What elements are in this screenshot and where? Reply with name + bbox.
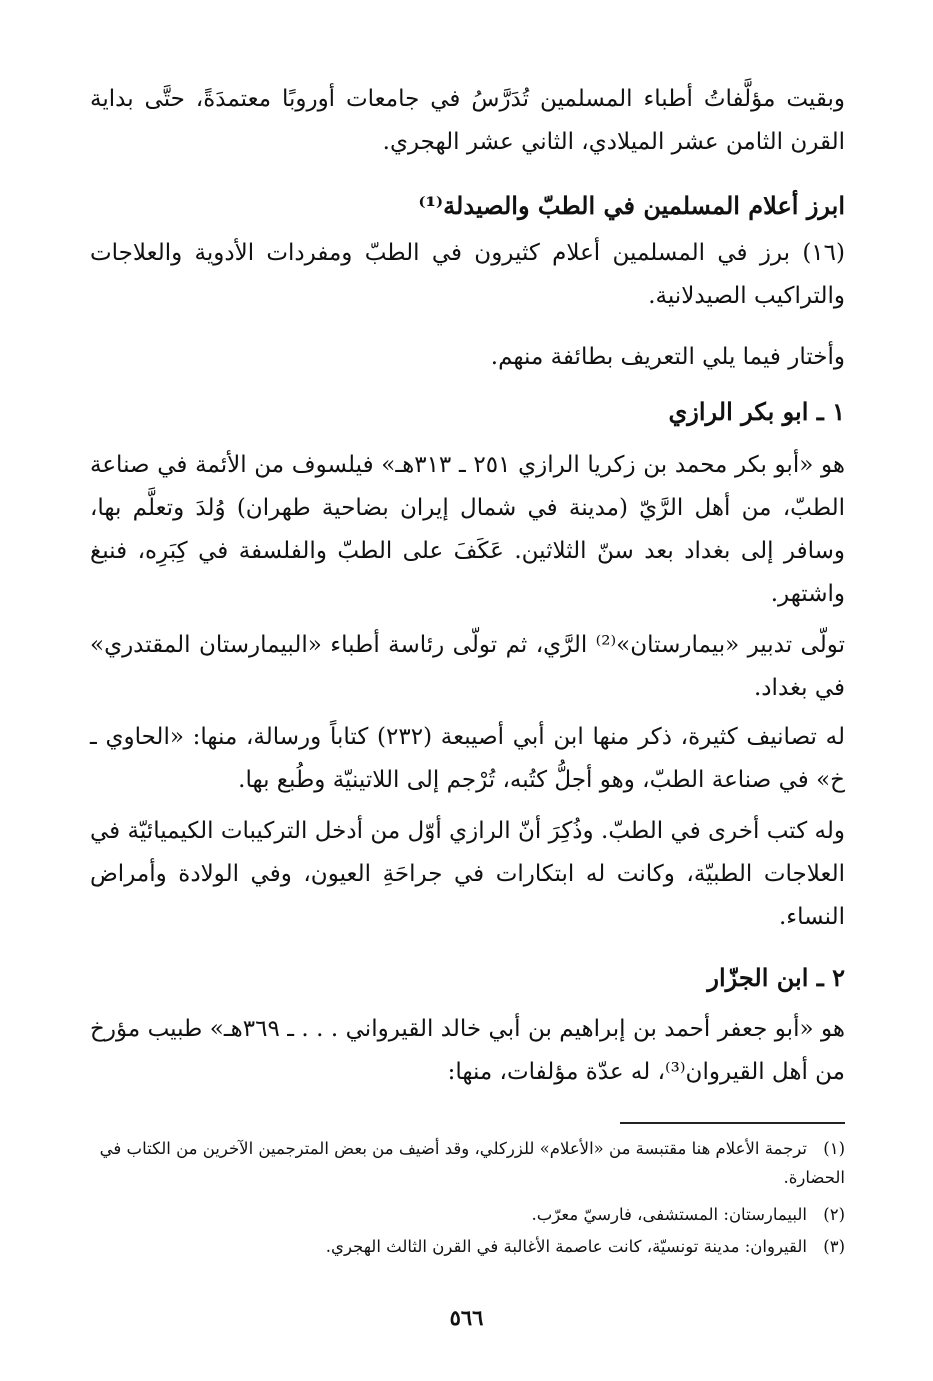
choose-paragraph: وأختار فيما يلي التعريف بطائفة منهم. — [490, 344, 845, 370]
jazzar-heading: ٢ ـ ابن الجزّار — [707, 963, 845, 992]
razi-paragraph-4: وله كتب أخرى في الطبّ. وذُكِرَ أنّ الرازي أوّل من أدخل التركيبات الكيميائيّة في العلاجات الطبيّة، وكانت له ابتكارات في جراحَةِ العيون، وفي الولادة وأمراض النساء. — [90, 818, 845, 930]
razi-paragraph-3: له تصانيف كثيرة، ذكر منها ابن أبي أصيبعة (٢٣٢) كتاباً ورسالة، منها: «الحاوي ـ خ» في صناعة الطبّ، وهو أجلُّ كتُبه، تُرْجم إلى اللاتينيّة وطُبع بها. — [90, 724, 845, 793]
footnote-divider — [620, 1122, 845, 1124]
footnote-number: (١) — [823, 1139, 845, 1158]
razi-heading: ١ ـ ابو بكر الرازي — [668, 397, 845, 426]
footnote-text: القيروان: مدينة تونسيّة، كانت عاصمة الأغالبة في القرن الثالث الهجري. — [325, 1237, 807, 1256]
footnote-2 — [90, 1200, 845, 1229]
footnote-text: البيمارستان: المستشفى، فارسيّ معرّب. — [531, 1205, 807, 1224]
paragraph-16: (١٦) برز في المسلمين أعلام كثيرون في الطبّ ومفردات الأدوية والعلاجات والتراكيب الصيدلانية. — [90, 240, 845, 309]
jazzar-paragraph-1: هو «أبو جعفر أحمد بن إبراهيم بن أبي خالد القيرواني . . . ـ ٣٦٩هـ» طبيب مؤرخ من أهل القيروان⁽³⁾، له عدّة مؤلفات، منها: — [90, 1016, 845, 1085]
footnote-number: (٢) — [823, 1205, 845, 1224]
footnote-number: (٣) — [823, 1237, 845, 1256]
intro-paragraph: وبقيت مؤلَّفاتُ أطباء المسلمين تُدَرَّسُ في جامعات أوروبًا معتمدَةً، حتَّى بداية القرن الثامن عشر الميلادي، الثاني عشر الهجري. — [90, 86, 845, 155]
page-number: ٥٦٦ — [449, 1305, 484, 1330]
razi-paragraph-1: هو «أبو بكر محمد بن زكريا الرازي ٢٥١ ـ ٣١٣هـ» فيلسوف من الأئمة في صناعة الطبّ، من أهل الرَّيّ (مدينة في شمال إيران بضاحية طهران) وُلدَ وتعلَّم بها، وسافر إلى بغداد بعد سنّ الثلاثين. عَكَفَ على الطبّ والفلسفة في كِبَرِه، فنبغ واشتهر. — [90, 452, 845, 607]
footnote-text: ترجمة الأعلام هنا مقتبسة من «الأعلام» للزركلي، وقد أضيف من بعض المترجمين الآخرين من الكتاب في الحضارة. — [99, 1139, 845, 1187]
footnote-1 — [90, 1134, 845, 1192]
footnote-3 — [90, 1232, 845, 1261]
section-heading: ابرز أعلام المسلمين في الطبّ والصيدلة⁽¹⁾ — [418, 191, 845, 220]
razi-paragraph-2: تولّى تدبير «بيمارستان»⁽²⁾ الرَّي، ثم تولّى رئاسة أطباء «البيمارستان المقتدري» في بغداد. — [90, 632, 846, 701]
